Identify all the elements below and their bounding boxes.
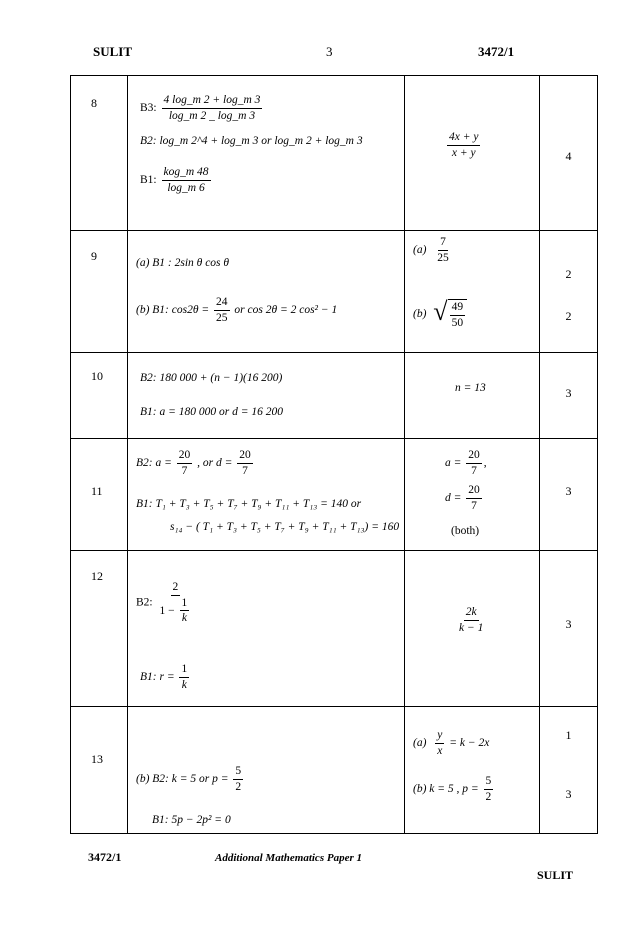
question-number: 10 bbox=[91, 369, 103, 383]
part-b-answer: (b) k = 5 , p = $\frac{5}{2}$ bbox=[413, 775, 492, 803]
marks-part-a: 2 bbox=[565, 267, 572, 281]
marks-cell bbox=[540, 76, 598, 231]
question-number-cell bbox=[71, 551, 128, 707]
question-number-cell bbox=[71, 353, 128, 439]
question-number: 13 bbox=[91, 752, 103, 766]
marks-cell bbox=[540, 353, 598, 439]
b1-working: B1: a = 180 000 or d = 16 200 bbox=[140, 406, 283, 418]
answer-a: a = $\frac{20}{7}$ , bbox=[445, 449, 487, 477]
answer-d: d = $\frac{20}{7}$ bbox=[445, 484, 480, 512]
working-cell bbox=[128, 439, 405, 551]
marks-cell bbox=[540, 439, 598, 551]
b2-working: (b) B2: k = 5 or p = $\frac{5}{2}$ bbox=[136, 765, 242, 793]
question-number: 9 bbox=[91, 249, 97, 263]
b1-working-line2: s₁₄ − ( T₁ + T₃ + T₅ + T₇ + T₉ + T₁₁ + T₁₃) = 160 bbox=[170, 521, 400, 533]
table-row bbox=[71, 353, 598, 439]
table-row bbox=[71, 76, 598, 231]
table-row bbox=[71, 707, 598, 834]
part-b-answer: (b) √ $\frac{49}{50}$ bbox=[413, 299, 467, 329]
b1-working-line1: B1: T₁ + T₃ + T₅ + T₇ + T₉ + T₁₁ + T₁₃ = 140 or bbox=[136, 498, 362, 510]
question-number: 11 bbox=[91, 484, 103, 498]
question-number: 12 bbox=[91, 569, 103, 583]
b2-working: B2: log_m 2^4 + log_m 3 or log_m 2 + log_m 3 bbox=[140, 135, 363, 147]
marks-cell bbox=[540, 231, 598, 353]
b2-working: B2: 2 1 − $\frac{1}{k}$ bbox=[136, 581, 188, 625]
header-right: 3472/1 bbox=[478, 44, 515, 59]
table-row bbox=[71, 231, 598, 353]
marks-cell bbox=[540, 551, 598, 707]
marks-part-b: 3 bbox=[565, 787, 572, 801]
answer: n = 13 bbox=[455, 382, 486, 394]
marks: 3 bbox=[565, 484, 572, 498]
marks-part-a: 1 bbox=[565, 728, 572, 742]
working-cell bbox=[128, 551, 405, 707]
answer: $\frac{4x + y}{x + y}$ bbox=[449, 131, 479, 159]
answer-note: (both) bbox=[451, 525, 480, 537]
footer-left: 3472/1 bbox=[88, 850, 122, 864]
question-number-cell bbox=[71, 76, 128, 231]
question-number-cell bbox=[71, 707, 128, 834]
answer-cell bbox=[405, 231, 540, 353]
footer-right: SULIT bbox=[537, 868, 574, 882]
b1-working: B1: 5p − 2p² = 0 bbox=[152, 814, 231, 826]
part-b-working: (b) B1: cos2θ = $\frac{24}{25}$ or cos 2θ = 2 cos² − 1 bbox=[136, 296, 338, 324]
marks-cell bbox=[540, 707, 598, 834]
working-cell bbox=[128, 76, 405, 231]
b2-working: B2: a = $\frac{20}{7}$ , or d = $\frac{20}{7}$ bbox=[136, 449, 251, 477]
marks: 3 bbox=[565, 617, 572, 631]
answer-cell bbox=[405, 439, 540, 551]
b1-working: B1: $\frac{\text{kog\_m 48}}{\log\_m 6}$ bbox=[140, 166, 209, 194]
part-a-answer: (a) $\frac{7}{25}$ bbox=[413, 236, 449, 264]
working-cell bbox=[128, 353, 405, 439]
answer: $\frac{2k}{k - 1}$ bbox=[459, 606, 484, 634]
working-cell bbox=[128, 231, 405, 353]
table-row bbox=[71, 551, 598, 707]
answer-cell bbox=[405, 551, 540, 707]
b1-working: B1: r = $\frac{1}{k}$ bbox=[140, 663, 188, 691]
question-number-cell bbox=[71, 439, 128, 551]
footer-center: Additional Mathematics Paper 1 bbox=[215, 852, 362, 864]
answer-cell bbox=[405, 707, 540, 834]
b2-working: B2: 180 000 + (n − 1)(16 200) bbox=[140, 372, 283, 384]
question-number-cell bbox=[71, 231, 128, 353]
marking-scheme-table bbox=[70, 75, 598, 834]
page-number: 3 bbox=[326, 44, 333, 59]
answer-cell bbox=[405, 353, 540, 439]
marks: 4 bbox=[565, 149, 572, 163]
working-cell bbox=[128, 707, 405, 834]
marks-part-b: 2 bbox=[565, 309, 572, 323]
table-row bbox=[71, 439, 598, 551]
b3-working: B3: $\frac{4 \log\_m 2 + \log\_m 3}{\log\_m 2 \_ \log\_m 3}$ bbox=[140, 94, 261, 122]
marks: 3 bbox=[565, 386, 572, 400]
question-number: 8 bbox=[91, 96, 97, 110]
header-left: SULIT bbox=[93, 44, 133, 59]
answer-cell bbox=[405, 76, 540, 231]
part-a-working: (a) B1 : 2sin θ cos θ bbox=[136, 257, 230, 269]
part-a-answer: (a) $\frac{y}{x}$ = k − 2x bbox=[413, 729, 490, 757]
